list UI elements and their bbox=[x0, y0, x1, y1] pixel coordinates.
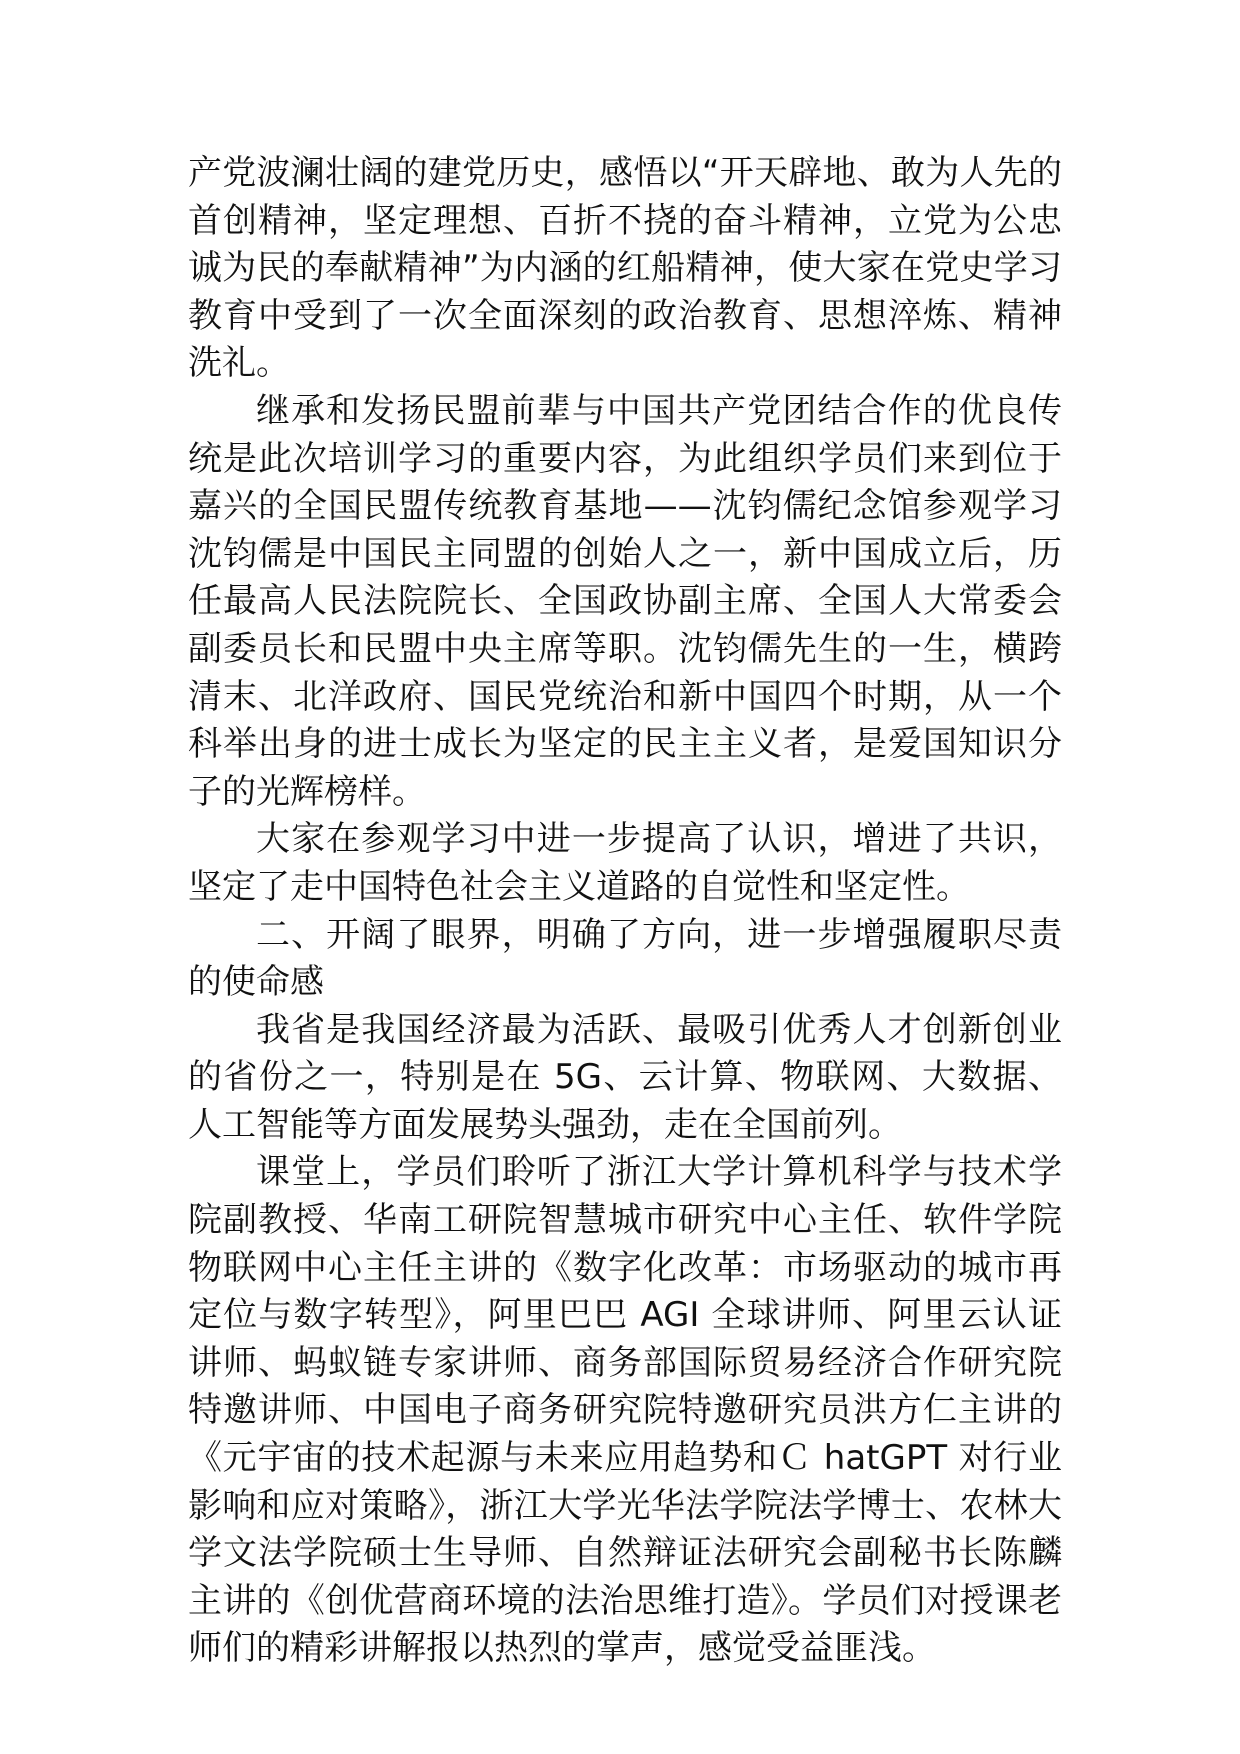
paragraph-province-economy: 我省是我国经济最为活跃、最吸引优秀人才创新创业的省份之一，特别是在 5G、云计算、物联网、大数据、人工智能等方面发展势头强劲，走在全国前列。 bbox=[188, 1009, 1062, 1145]
paragraph-party-history: 产党波澜壮阔的建党历史，感悟以“开天辟地、敢为人先的首创精神，坚定理想、百折不挠的奋斗精神，立党为公忠诚为民的奉献精神”为内涵的红船精神，使大家在党史学习教育中受到了一次全面深刻的政治教育、思想淬炼、精神洗礼。 bbox=[188, 153, 1062, 384]
document-body bbox=[188, 150, 1062, 1673]
paragraph-shen-junru: 继承和发扬民盟前辈与中国共产党团结合作的优良传统是此次培训学习的重要内容，为此组织学员们来到位于嘉兴的全国民盟传统教育基地——沈钧儒纪念馆参观学习沈钧儒是中国民主同盟的创始人之一，新中国成立后，历任最高人民法院院长、全国政协副主席、全国人大常委会副委员长和民盟中央主席等职。沈钧儒先生的一生，横跨清末、北洋政府、国民党统治和新中国四个时期，从一个科举出身的进士成长为坚定的民主主义者，是爱国知识分子的光辉榜样。 bbox=[188, 390, 1062, 812]
section-heading-two: 二、开阔了眼界，明确了方向，进一步增强履职尽责的使命感 bbox=[188, 914, 1062, 1003]
paragraph-consensus: 大家在参观学习中进一步提高了认识，增进了共识，坚定了走中国特色社会主义道路的自觉性和坚定性。 bbox=[188, 819, 1062, 907]
paragraph-lectures: 课堂上，学员们聆听了浙江大学计算机科学与技术学院副教授、华南工研院智慧城市研究中心主任、软件学院物联网中心主任主讲的《数字化改革：市场驱动的城市再定位与数字转型》，阿里巴巴 AGI 全球讲师、阿里云认证讲师、蚂蚁链专家讲师、商务部国际贸易经济合作研究院特邀讲师、中国电子商务研究院特邀研究员洪方仁主讲的《元宇宙的技术起源与未来应用趋势和Ｃ hatGPT 对行业影响和应对策略》，浙江大学光华法学院法学博士、农林大学文法学院硕士生导师、自然辩证法研究会副秘书长陈麟主讲的《创优营商环境的法治思维打造》。学员们对授课老师们的精彩讲解报以热烈的掌声，感觉受益匪浅。 bbox=[188, 1152, 1062, 1669]
